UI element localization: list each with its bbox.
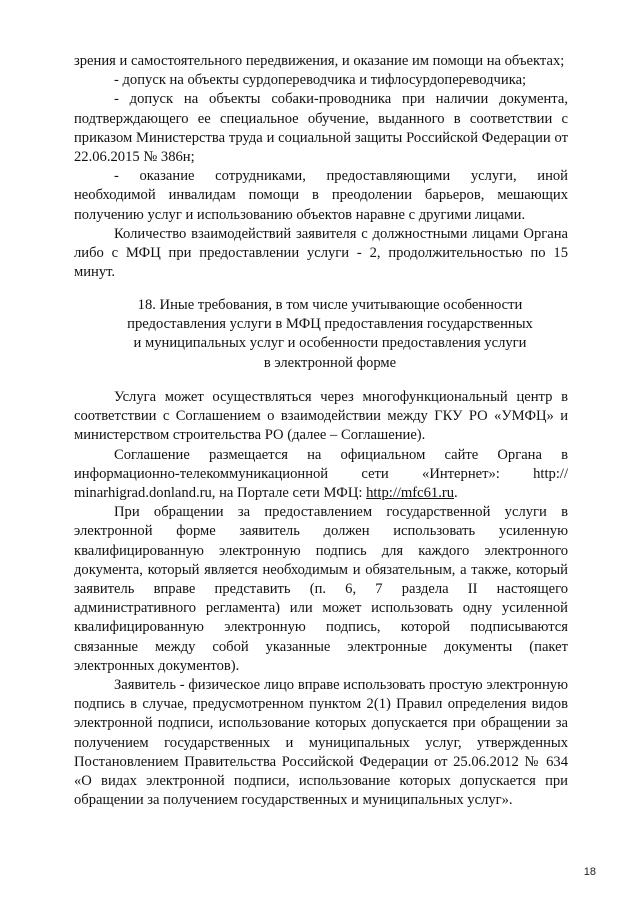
- heading-line-3: и муниципальных услуг и особенности предоставления услуги: [133, 335, 527, 352]
- paragraph-assistance-on-objects: зрения и самостоятельного передвижения, и оказание им помощи на объектах;: [74, 53, 565, 69]
- paragraph-mfc-service: Услуга может осуществляться через многофункциональный центр в соответствии с Соглашением о взаимодействии между ГКУ РО «УМФЦ» и министерством строительства РО (далее – Соглашение).: [74, 389, 568, 444]
- paragraph-agreement-publication: [74, 446, 568, 504]
- mfc-website-link[interactable]: http://mfc61.ru: [366, 485, 455, 502]
- paragraph-simple-signature: Заявитель - физическое лицо вправе использовать простую электронную подпись в случае, предусмотренном пунктом 2(1) Правил определения видов электронной подписи, использование которых допускается при обращении за получением государственных и муниципальных услуг, утвержденных Постановлением Правительства Российской Федерации от 25.06.2012 № 634 «О видах электронной подписи, использование которых допускается при обращении за получением государственных и муниципальных услуг».: [74, 677, 568, 809]
- agreement-publication-end: .: [454, 485, 458, 502]
- heading-line-4: в электронной форме: [263, 354, 397, 371]
- paragraph-staff-assistance: - оказание сотрудниками, предоставляющими услуги, иной необходимой инвалидам помощи в преодолении барьеров, мешающих получению услуг и использованию объектов наравне с другими лицами.: [74, 168, 568, 223]
- section-18-body: [74, 388, 568, 810]
- accessibility-requirements-text: [74, 52, 568, 282]
- section-18-heading: [100, 296, 560, 373]
- heading-line-2: предоставления услуги в МФЦ предоставления государственных: [127, 316, 533, 333]
- heading-line-1: 18. Иные требования, в том числе учитывающие особенности: [137, 297, 523, 313]
- agreement-publication-text: Соглашение размещается на официальном сайте Органа в информационно-телекоммуникационной сети «Интернет»: http:// minarhigrad.donland.ru, на Портале сети МФЦ:: [74, 446, 568, 502]
- page-number: 18: [583, 866, 596, 878]
- paragraph-qualified-signature: При обращении за предоставлением государственной услуги в электронной форме заявитель должен использовать усиленную квалифицированную электронную подпись для каждого электронного документа, который является необходимым и обязательным, а также, который заявитель вправе представить (п. 6, 7 раздела II настоящего административного регламента) или может использовать одну усиленной квалифицированную электронную подпись, которой подписываются связанные между собой указанные электронные документы (пакет электронных документов).: [74, 504, 568, 674]
- paragraph-interaction-count: Количество взаимодействий заявителя с должностными лицами Органа либо с МФЦ при предоставлении услуги - 2, продолжительностью по 15 минут.: [74, 225, 568, 281]
- paragraph-guide-dog-access: - допуск на объекты собаки-проводника при наличии документа, подтверждающего ее специальное обучение, выданного в соответствии с приказом Министерства труда и социальной защиты Российской Федерации от 22.06.2015 № 386н;: [74, 91, 568, 166]
- paragraph-sign-interpreter-access: - допуск на объекты сурдопереводчика и тифлосурдопереводчика;: [114, 72, 527, 89]
